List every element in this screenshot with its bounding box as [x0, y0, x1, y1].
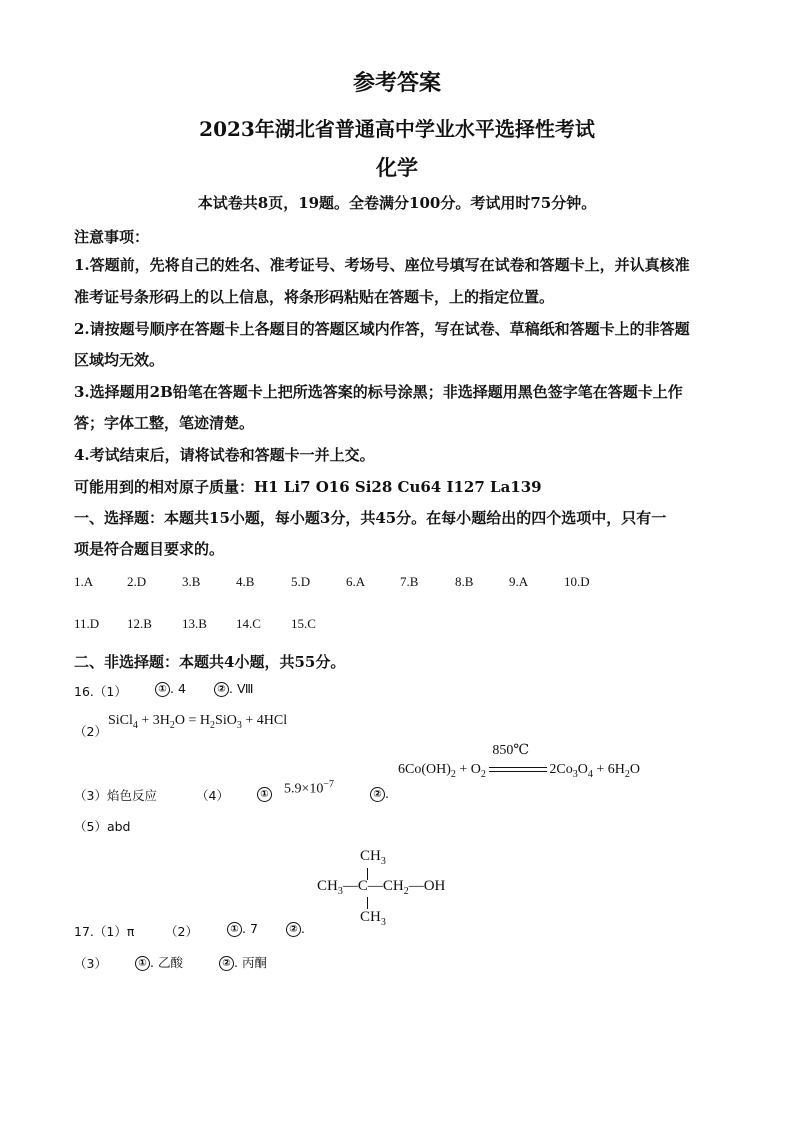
circle-2-icon: ②: [286, 922, 301, 937]
structure-top-ch3: [360, 848, 386, 867]
section1-heading-line-1: 一、选择题：本题共15小题，每小题3分，共45分。在每小题给出的四个选项中，只有一: [74, 509, 667, 527]
answer-2: 2.D: [127, 574, 147, 589]
q16-1-answer-2-text: . Ⅷ: [229, 681, 254, 696]
note-2-line-2: 区域均无效。: [74, 351, 165, 369]
q16-4-circle-2: [370, 786, 389, 802]
struct-text: —C—: [342, 878, 383, 894]
q17-3-answer-1: [135, 953, 183, 971]
q16-3-label: （3）焰色反应: [74, 788, 157, 803]
eq-part: O = H: [174, 713, 211, 728]
eq-sub: 4: [132, 719, 138, 731]
eq-part: 2Co: [549, 762, 573, 778]
section2-heading: 二、非选择题：本题共4小题，共55分。: [74, 653, 346, 671]
eq-sub: 4: [587, 769, 593, 781]
struct-text: CH: [382, 878, 404, 894]
q16-2-label: （2）: [74, 724, 107, 739]
eq-sub: 3: [572, 769, 578, 781]
q17-3-answer-1-text: . 乙酸: [150, 955, 183, 970]
note-3-line-1: 3.选择题用2B铅笔在答题卡上把所选答案的标号涂黑；非选择题用黑色签字笔在答题卡上作: [74, 383, 683, 401]
eq-sub: 3: [236, 719, 242, 731]
q16-1-answer-1-text: . 4: [170, 681, 186, 696]
answer-14: 14.C: [236, 616, 261, 631]
eq-sub: 2: [624, 769, 630, 781]
note-2-line-1: 2.请按题号顺序在答题卡上各题目的答题区域内作答，写在试卷、草稿纸和答题卡上的非答题: [74, 320, 690, 338]
struct-text: CH: [360, 909, 381, 925]
answer-6: 6.A: [346, 574, 366, 589]
structure-bottom-ch3: [360, 909, 386, 928]
atomic-mass-line: 可能用到的相对原子质量：H1 Li7 O16 Si28 Cu64 I127 La139: [74, 478, 542, 496]
eq-part: SiO: [215, 713, 237, 728]
answer-10: 10.D: [564, 574, 590, 589]
q16-4-dot: .: [385, 786, 389, 801]
note-1-line-2: 准考证号条形码上的以上信息，将条形码粘贴在答题卡，上的指定位置。: [74, 288, 555, 306]
struct-text: CH: [360, 848, 381, 864]
q16-4-circle-1: [257, 786, 272, 802]
structure-main-chain: [317, 878, 445, 897]
reaction-condition: [489, 743, 549, 778]
answer-title: 参考答案: [352, 70, 441, 96]
answer-12: 12.B: [127, 616, 152, 631]
eq-part: O: [577, 762, 588, 778]
eq-sub: 2: [480, 769, 486, 781]
answer-13: 13.B: [182, 616, 207, 631]
structure-bond-bottom: [367, 897, 368, 909]
answer-4: 4.B: [236, 574, 255, 589]
circle-1-icon: ①: [227, 922, 242, 937]
exam-info: 本试卷共8页，19题。全卷满分100分。考试用时75分钟。: [197, 194, 597, 212]
section1-heading-line-2: 项是符合题目要求的。: [74, 540, 225, 558]
answer-9: 9.A: [509, 574, 529, 589]
q17-label: 17.（1）π: [74, 924, 135, 939]
exam-title: 2023年湖北省普通高中学业水平选择性考试: [199, 117, 595, 141]
q16-4-equation: [398, 743, 641, 781]
eq-sub: 2: [210, 719, 216, 731]
circle-2-icon: ②: [219, 956, 234, 971]
q16-1-answer-1: [155, 681, 186, 697]
q16-4-answer-1: [284, 779, 334, 798]
number-exponent: −7: [323, 779, 335, 790]
eq-part: 6Co(OH): [398, 762, 451, 778]
eq-sub: 2: [450, 769, 456, 781]
q17-2-answer-1-text: . 7: [242, 921, 258, 936]
eq-sub: 2: [169, 719, 175, 731]
answer-11: 11.D: [74, 616, 100, 631]
q16-5-label: （5）abd: [74, 819, 131, 834]
answer-5: 5.D: [291, 574, 311, 589]
answer-7: 7.B: [400, 574, 419, 589]
q17-2-answer-2: [286, 921, 305, 937]
answer-1: 1.A: [74, 574, 94, 589]
struct-sub: 3: [380, 917, 386, 928]
circle-1-icon: ①: [135, 956, 150, 971]
answer-15: 15.C: [291, 616, 316, 631]
note-4: 4.考试结束后，请将试卷和答题卡一并上交。: [74, 446, 375, 464]
eq-part: + O: [455, 762, 481, 778]
struct-sub: 3: [337, 886, 343, 897]
circle-2-icon: ②: [370, 787, 385, 802]
q16-4-label: （4）: [196, 788, 229, 803]
struct-sub: 2: [403, 886, 409, 897]
circle-2-icon: ②: [214, 682, 229, 697]
q17-2-answer-1: [227, 921, 258, 937]
eq-part: + 4HCl: [241, 713, 288, 728]
subject-title: 化学: [376, 155, 418, 180]
equals-sign-icon: [489, 766, 547, 774]
circle-1-icon: ①: [257, 787, 272, 802]
eq-part: + 3H: [137, 713, 170, 728]
eq-part: SiCl: [108, 713, 133, 728]
q17-2-label: （2）: [165, 924, 198, 939]
struct-text: —OH: [408, 878, 446, 894]
q16-1-answer-2: [214, 681, 253, 697]
q17-2-dot: .: [301, 921, 305, 936]
note-1-line-1: 1.答题前，先将自己的姓名、准考证号、考场号、座位号填写在试卷和答题卡上，并认真核准: [74, 256, 690, 274]
circle-1-icon: ①: [155, 682, 170, 697]
q16-label: 16.（1）: [74, 684, 127, 699]
reaction-temperature: 850℃: [492, 743, 530, 758]
q17-3-answer-2: [219, 953, 267, 971]
note-3-line-2: 答；字体工整，笔迹清楚。: [74, 414, 255, 432]
answer-8: 8.B: [455, 574, 474, 589]
notes-heading: 注意事项：: [74, 228, 150, 246]
q17-3-label: （3）: [74, 956, 107, 971]
answer-3: 3.B: [182, 574, 201, 589]
q16-2-equation: [108, 713, 287, 731]
struct-text: CH: [317, 878, 338, 894]
eq-part: O: [629, 762, 641, 778]
q17-3-answer-2-text: . 丙酮: [234, 955, 267, 970]
number-base: 5.9×10: [284, 781, 324, 797]
eq-part: + 6H: [592, 762, 625, 778]
struct-sub: 3: [380, 856, 386, 867]
